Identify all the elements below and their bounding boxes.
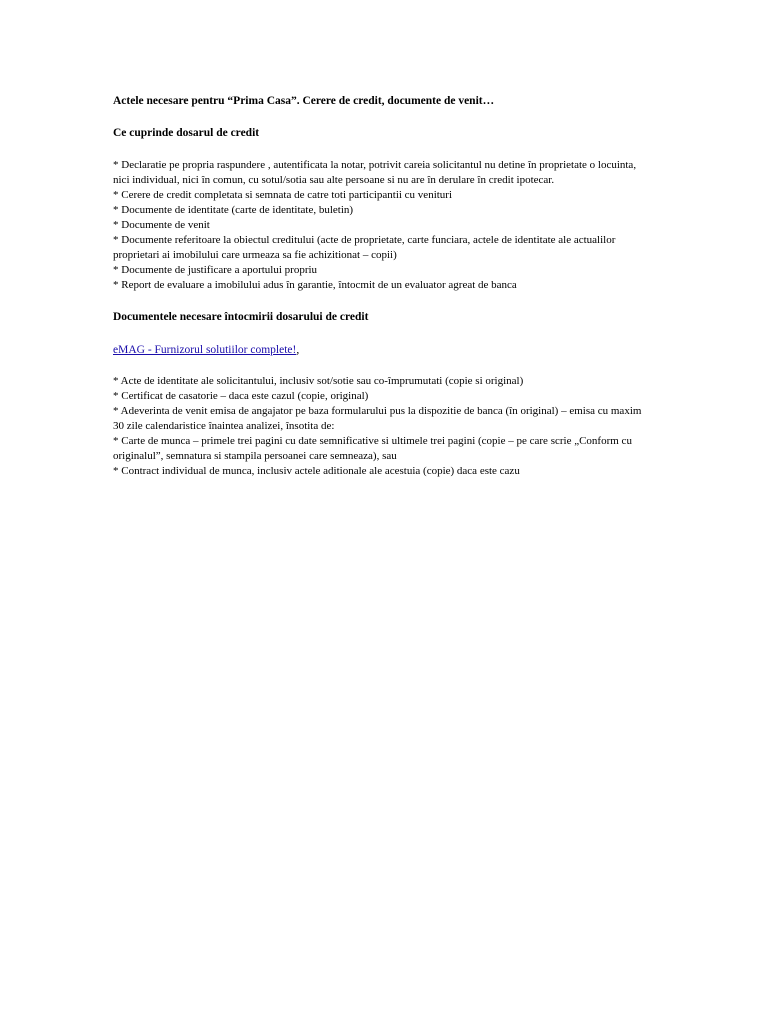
list-item: * Adeverinta de venit emisa de angajator pe baza formularului pus la dispozitie de banca (în original) – emisa cu maxim 30 zile calendaristice înaintea analizei, însotita de: — [113, 405, 642, 432]
list-item: * Documente referitoare la obiectul creditului (acte de proprietate, carte funciara, actele de identitate ale actualilor proprietari ai imobilului care urmeaza sa fie achizitionat – copii) — [113, 234, 616, 261]
list-item: * Declaratie pe propria raspundere , autentificata la notar, potrivit careia solicitantul nu detine în proprietate o locuinta, nici individual, nici în comun, cu sotul/sotia sau alte persoane si nu are în derulare în credit ipotecar. — [113, 159, 637, 186]
emag-ad-link[interactable]: eMAG - Furnizorul solutiilor complete! — [113, 344, 297, 356]
section2-heading: Documentele necesare întocmirii dosarului de credit — [113, 311, 369, 323]
list-item: * Documente de justificare a aportului propriu — [113, 264, 318, 276]
list-item: * Cerere de credit completata si semnata de catre toti participantii cu venituri — [113, 189, 453, 201]
document-page — [113, 94, 653, 479]
list-item: * Carte de munca – primele trei pagini cu date semnificative si ultimele trei pagini (copie – pe care scrie „Conform cu originalul”, semnatura si stampila persoanei care semneaza), sau — [113, 435, 632, 462]
section1-list — [113, 158, 653, 293]
document-title: Actele necesare pentru “Prima Casa”. Cerere de credit, documente de venit… — [113, 95, 495, 107]
ad-suffix: , — [296, 344, 300, 356]
list-item: * Documente de identitate (carte de identitate, buletin) — [113, 204, 354, 216]
ad-line — [113, 343, 653, 358]
section1-heading: Ce cuprinde dosarul de credit — [113, 127, 260, 139]
section2-list — [113, 374, 653, 479]
list-item: * Documente de venit — [113, 219, 210, 231]
list-item: * Acte de identitate ale solicitantului, inclusiv sot/sotie sau co-împrumutati (copie si original) — [113, 375, 524, 387]
list-item: * Certificat de casatorie – daca este cazul (copie, original) — [113, 390, 369, 402]
list-item: * Report de evaluare a imobilului adus în garantie, întocmit de un evaluator agreat de banca — [113, 279, 517, 291]
list-item: * Contract individual de munca, inclusiv actele aditionale ale acestuia (copie) daca este cazu — [113, 465, 520, 477]
